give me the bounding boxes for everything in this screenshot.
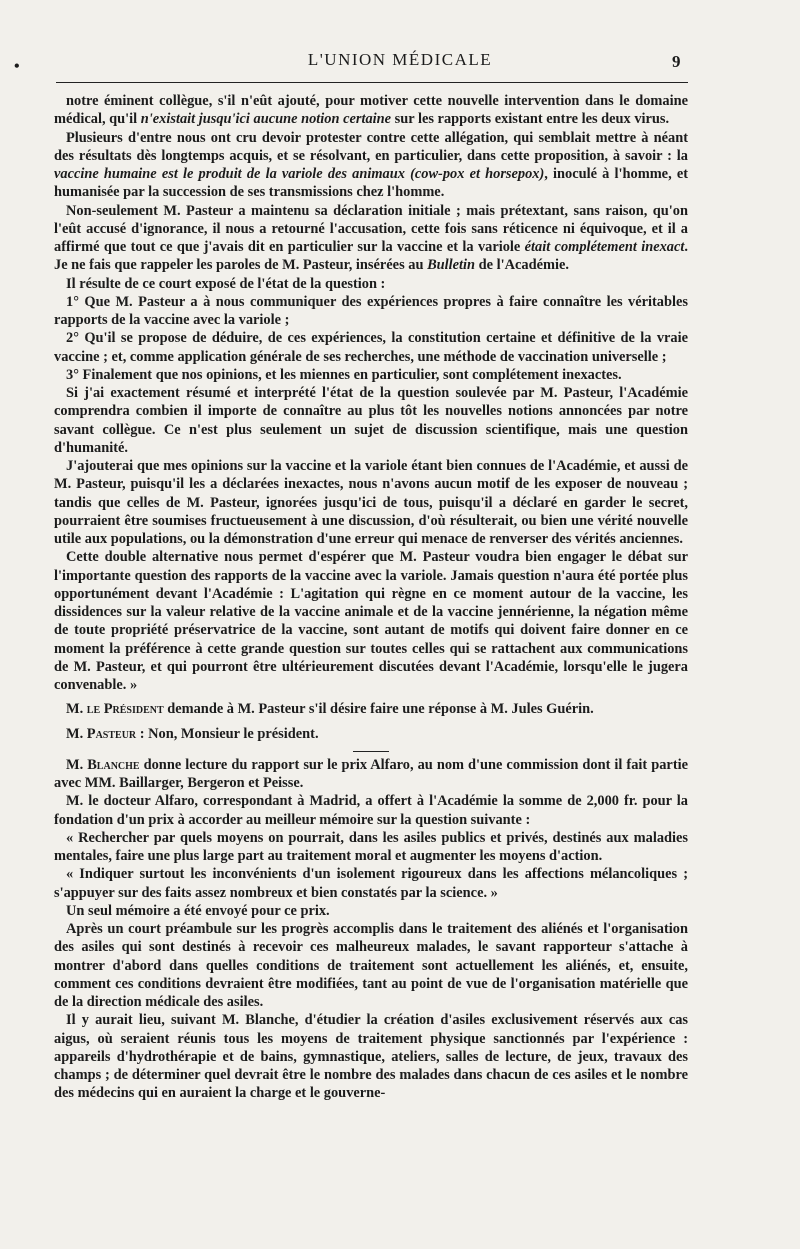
text-run: donne lecture du rapport sur le prix Alfaro, au nom d'une commission dont il fait partie avec MM. Baillarger, Bergeron et Peisse. (54, 756, 688, 791)
paragraph (54, 275, 688, 293)
paragraph (54, 865, 688, 902)
paragraph (54, 700, 688, 718)
paragraph (54, 902, 688, 920)
text-run: M. (66, 701, 87, 718)
text-run: Après un court préambule sur les progrès accomplis dans le traitement des aliénés et l'organisation des asiles qui sont destinés à recevoir ces malheureux malades, le savant rapporteur s'attache à montrer d'abord dans quelles conditions de traitement sont actuellement les aliénés, et, ensuite, comment ces conditions devraient être modifiées, tant au point de vue de l'organisation matérielle que de la direction médicale des asiles. (54, 921, 688, 1010)
paragraph (54, 293, 688, 330)
text-run: , inoculé à l'homme, et humanisée par la succession de ses transmissions chez l'homme. (54, 166, 688, 201)
text-run: 1° Que M. Pasteur a à nous communiquer des expériences propres à faire connaître les véritables rapports de la vaccine avec la variole ; (54, 293, 688, 328)
text-run: J'ajouterai que mes opinions sur la vaccine et la variole étant bien connues de l'Académie, et aussi de M. Pasteur, puisqu'il les a déclarées inexactes, nous n'avons aucun motif de les exposer de nouveau ; tandis que celles de M. Pasteur, ignorées jusqu'ici de tous, puisqu'il a déclaré en garder le secret, pourraient être soumises fructueusement à une discussion, d'où résulterait, ou bien une vérité nouvelle utile aux populations, ou la démonstration d'une erreur qui menace de renverser des vérités anciennes. (54, 458, 688, 547)
speaker-name: Blanche (87, 756, 140, 773)
paragraph (54, 384, 688, 457)
text-run: « Indiquer surtout les inconvénients d'un isolement rigoureux dans les affections mélancoliques ; s'appuyer sur des faits assez nombreux et bien constatés par la science. » (54, 866, 688, 901)
article-body (54, 92, 688, 1103)
margin-bullet: • (14, 58, 20, 75)
text-run: : Non, Monsieur le président. (136, 725, 319, 742)
text-run: Plusieurs d'entre nous ont cru devoir protester contre cette allégation, qui semblait mettre à néant des résultats dès longtemps acquis, et se résolvant, en particulier, dans cette proposition, à savoir : la (54, 129, 688, 164)
text-run: Non-seulement M. Pasteur a maintenu sa déclaration initiale ; mais prétextant, sans raison, qu'on l'eût accusé d'ignorance, il nous a retourné l'accusation, cette fois sans réticence ni équivoque, et il a affirmé que tout ce que j'avais dit en particulier sur la vaccine et la variole (54, 202, 688, 255)
italic-text: Bulletin (427, 257, 476, 274)
section-separator (353, 751, 389, 752)
text-run: demande à M. Pasteur s'il désire faire une réponse à M. Jules Guérin. (163, 701, 594, 718)
text-run: 3° Finalement que nos opinions, et les miennes en particulier, sont complétement inexactes. (66, 366, 622, 383)
text-run: Il y aurait lieu, suivant M. Blanche, d'étudier la création d'asiles exclusivement réservés aux cas aigus, où seraient réunis tous les moyens de traitement physique sanctionnés par l'expérience : appareils d'hydrothérapie et de bains, gymnastique, ateliers, salles de lecture, de jeux, travaux des champs ; de déterminer quel devrait être le nombre des malades dans chacun de ces asiles et le nombre des médecins qui en auraient la charge et le gouverne- (54, 1012, 688, 1102)
text-run: sur les rapports existant entre les deux virus. (391, 111, 670, 128)
paragraph (54, 366, 688, 384)
text-run: « Rechercher par quels moyens on pourrait, dans les asiles publics et privés, destinés aux maladies mentales, faire une plus large part au traitement moral et augmenter les moyens d'action. (54, 829, 688, 864)
text-run: notre éminent collègue, s'il n'eût ajouté, pour motiver cette nouvelle intervention dans le domaine médical, qu'il (54, 93, 688, 128)
speaker-name: le Président (86, 701, 164, 718)
header-rule (56, 82, 688, 83)
text-run: Il résulte de ce court exposé de l'état de la question : (66, 275, 386, 292)
paragraph (54, 792, 688, 829)
text-run: M. (66, 725, 87, 742)
italic-text: était complétement inexact (524, 239, 685, 255)
paragraph (54, 756, 688, 793)
paragraph (54, 725, 688, 743)
paragraph (54, 548, 688, 694)
paragraph (54, 129, 688, 202)
italic-text: n'existait jusqu'ici aucune notion certaine (140, 111, 392, 128)
paragraph (54, 92, 688, 129)
paragraph (54, 920, 688, 1011)
text-run: de l'Académie. (475, 257, 569, 274)
running-title: L'UNION MÉDICALE (307, 50, 493, 69)
page-number: 9 (672, 52, 681, 71)
text-run: Cette double alternative nous permet d'espérer que M. Pasteur voudra bien engager le débat sur l'importante question des rapports de la vaccine avec la variole. Jamais question n'aura été portée plus opportunément devant l'Académie : L'agitation qui règne en ce moment autour de la vaccine, les dissidences sur la valeur relative de la vaccine animale et de la vaccine jennérienne, la négation même de toute propriété préservatrice de la vaccine, sont autant de motifs qui doivent faire donner en ce moment la préférence à cette grande question sur toutes celles qui se rattachent aux communications de M. Pasteur, et qui pourront être ultérieurement discutées devant l'Académie, lorsqu'elle le jugera convenable. » (54, 549, 688, 693)
speaker-name: Pasteur (86, 725, 137, 742)
text-run: 2° Qu'il se propose de déduire, de ces expériences, la constitution certaine et définitive de la vraie vaccine ; et, comme application générale de ses recherches, une méthode de vaccination universelle ; (54, 330, 688, 365)
text-run: Un seul mémoire a été envoyé pour ce prix. (66, 902, 330, 919)
paragraph (54, 1011, 688, 1102)
italic-text: vaccine humaine est le produit de la variole des animaux (cow-pox et horsepox) (54, 166, 545, 182)
paragraph (54, 829, 688, 866)
paragraph (54, 329, 688, 366)
paragraph (54, 202, 688, 275)
text-run: Si j'ai exactement résumé et interprété l'état de la question soulevée par M. Pasteur, l'Académie comprendra combien il importe de connaître au plus tôt les nouvelles notions annoncées par notre savant collègue. Ce n'est plus seulement un sujet de discussion scientifique, mais une question d'humanité. (54, 385, 688, 456)
paragraph (54, 457, 688, 548)
text-run: M. le docteur Alfaro, correspondant à Madrid, a offert à l'Académie la somme de 2,000 fr. pour la fondation d'un prix à accorder au meilleur mémoire sur la question suivante : (54, 793, 688, 828)
text-run: . Je ne fais que rappeler les paroles de M. Pasteur, insérées au (54, 239, 688, 274)
text-run: M. (66, 756, 88, 773)
